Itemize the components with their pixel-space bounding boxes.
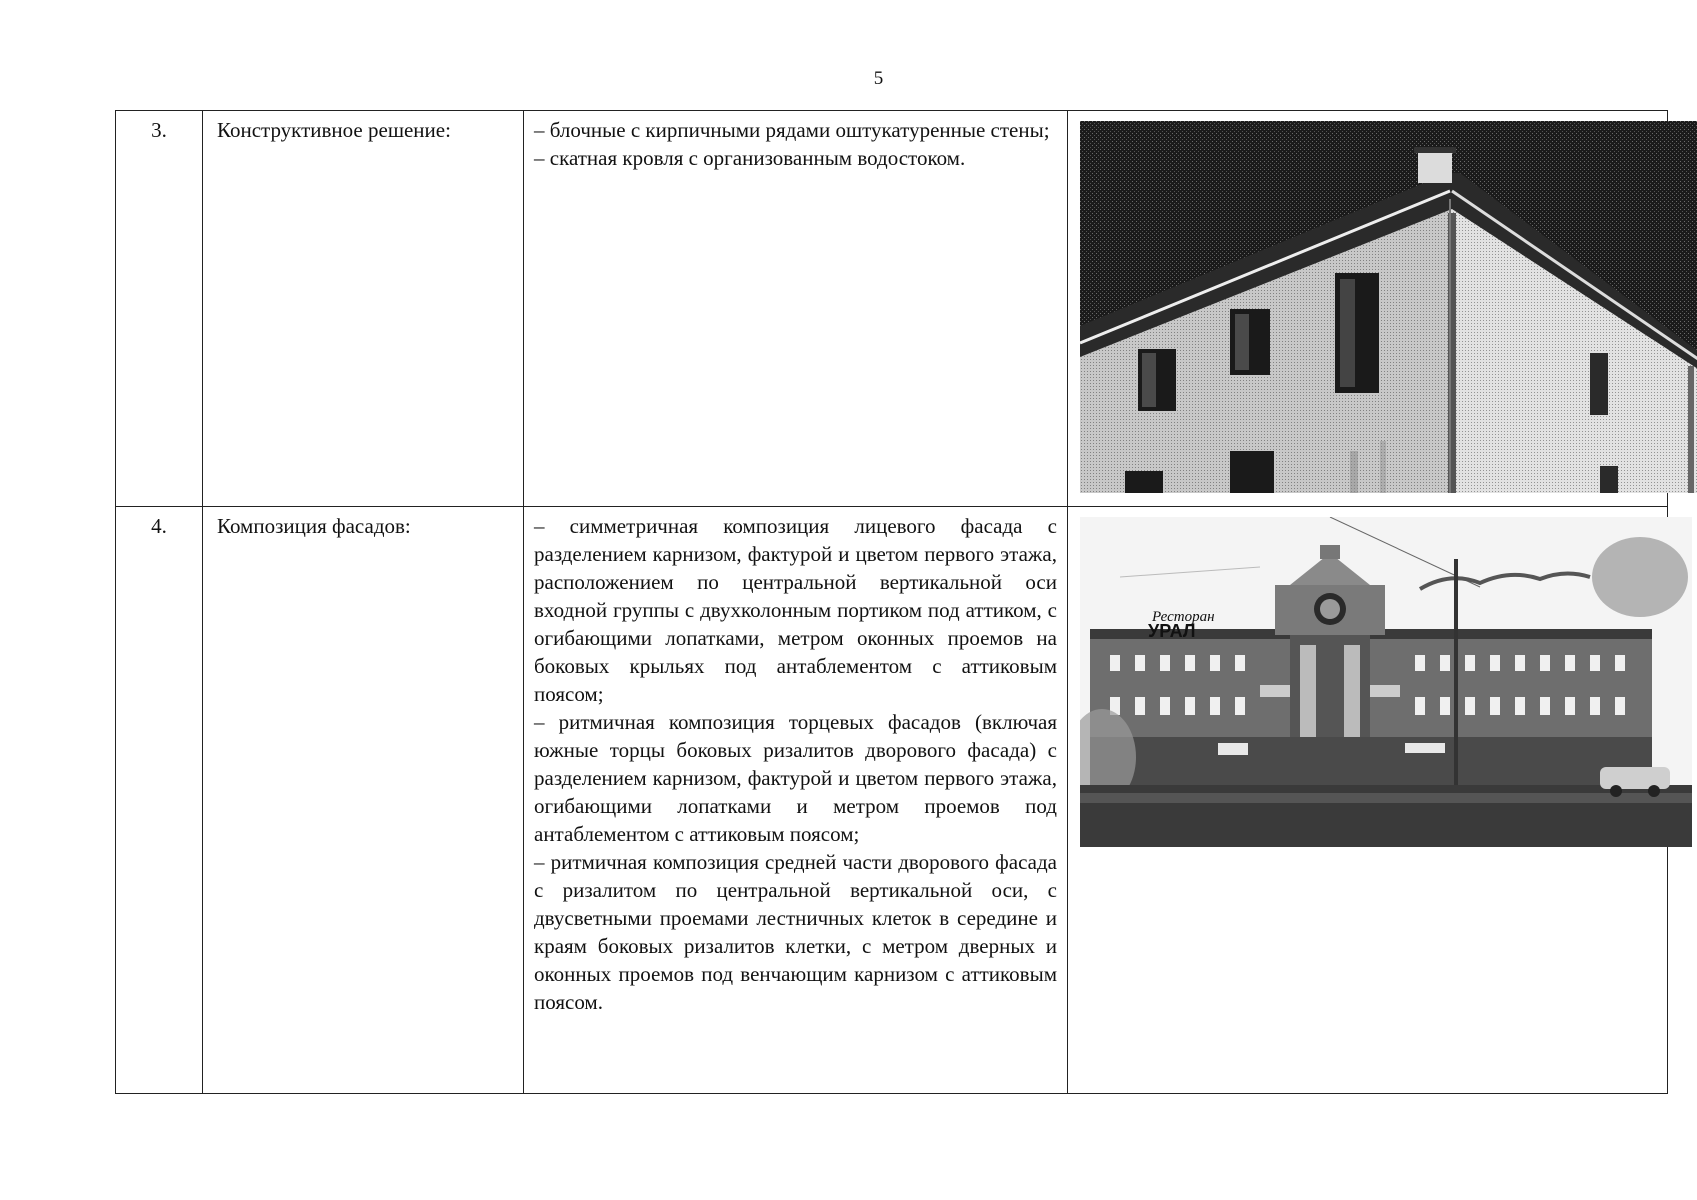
building-corner-photo [1080,121,1659,493]
row-label: Конструктивное решение: [203,111,524,507]
row-description [524,111,1068,507]
restaurant-sign-name: УРАЛ [1148,621,1196,641]
photo-cell [1068,507,1668,1094]
table-row-4 [116,507,1668,1094]
photo-cell [1068,111,1668,507]
restaurant-building-photo-image [1080,517,1692,847]
building-corner-photo-image [1080,121,1697,493]
row-number: 4. [116,507,203,1094]
description-item: – скатная кровля с организованным водостоком. [534,146,966,170]
row-label: Композиция фасадов: [203,507,524,1094]
description-item: – ритмичная композиция торцевых фасадов (включая южные торцы боковых ризалитов дворового фасада) с разделением карнизом, фактурой и цветом первого этажа, огибающими лопатками и метром проемов под антаблементом с аттиковым поясом; [534,710,1057,846]
restaurant-sign-word: Ресторан [1152,609,1215,625]
description-item: – симметричная композиция лицевого фасада с разделением карнизом, фактурой и цветом первого этажа, расположением по центральной вертикальной оси входной группы с двухколонным портиком под аттиком, с огибающими лопатками, метром оконных проемов на боковых крыльях под антаблементом с аттиковым поясом; [534,514,1057,706]
row-description [524,507,1068,1094]
table-row-3 [116,111,1668,507]
monument-features-table [115,110,1668,1094]
description-item: – ритмичная композиция средней части дворового фасада с ризалитом по центральной вертикальной оси, с двусветными проемами лестничных клеток в середине и краям боковых ризалитов клетки, с метром дверных и оконных проемов под венчающим карнизом с аттиковым поясом. [534,850,1057,1014]
restaurant-building-photo [1080,517,1659,847]
description-item: – блочные с кирпичными рядами оштукатуренные стены; [534,118,1050,142]
page-number: 5 [873,68,884,89]
row-number: 3. [116,111,203,507]
